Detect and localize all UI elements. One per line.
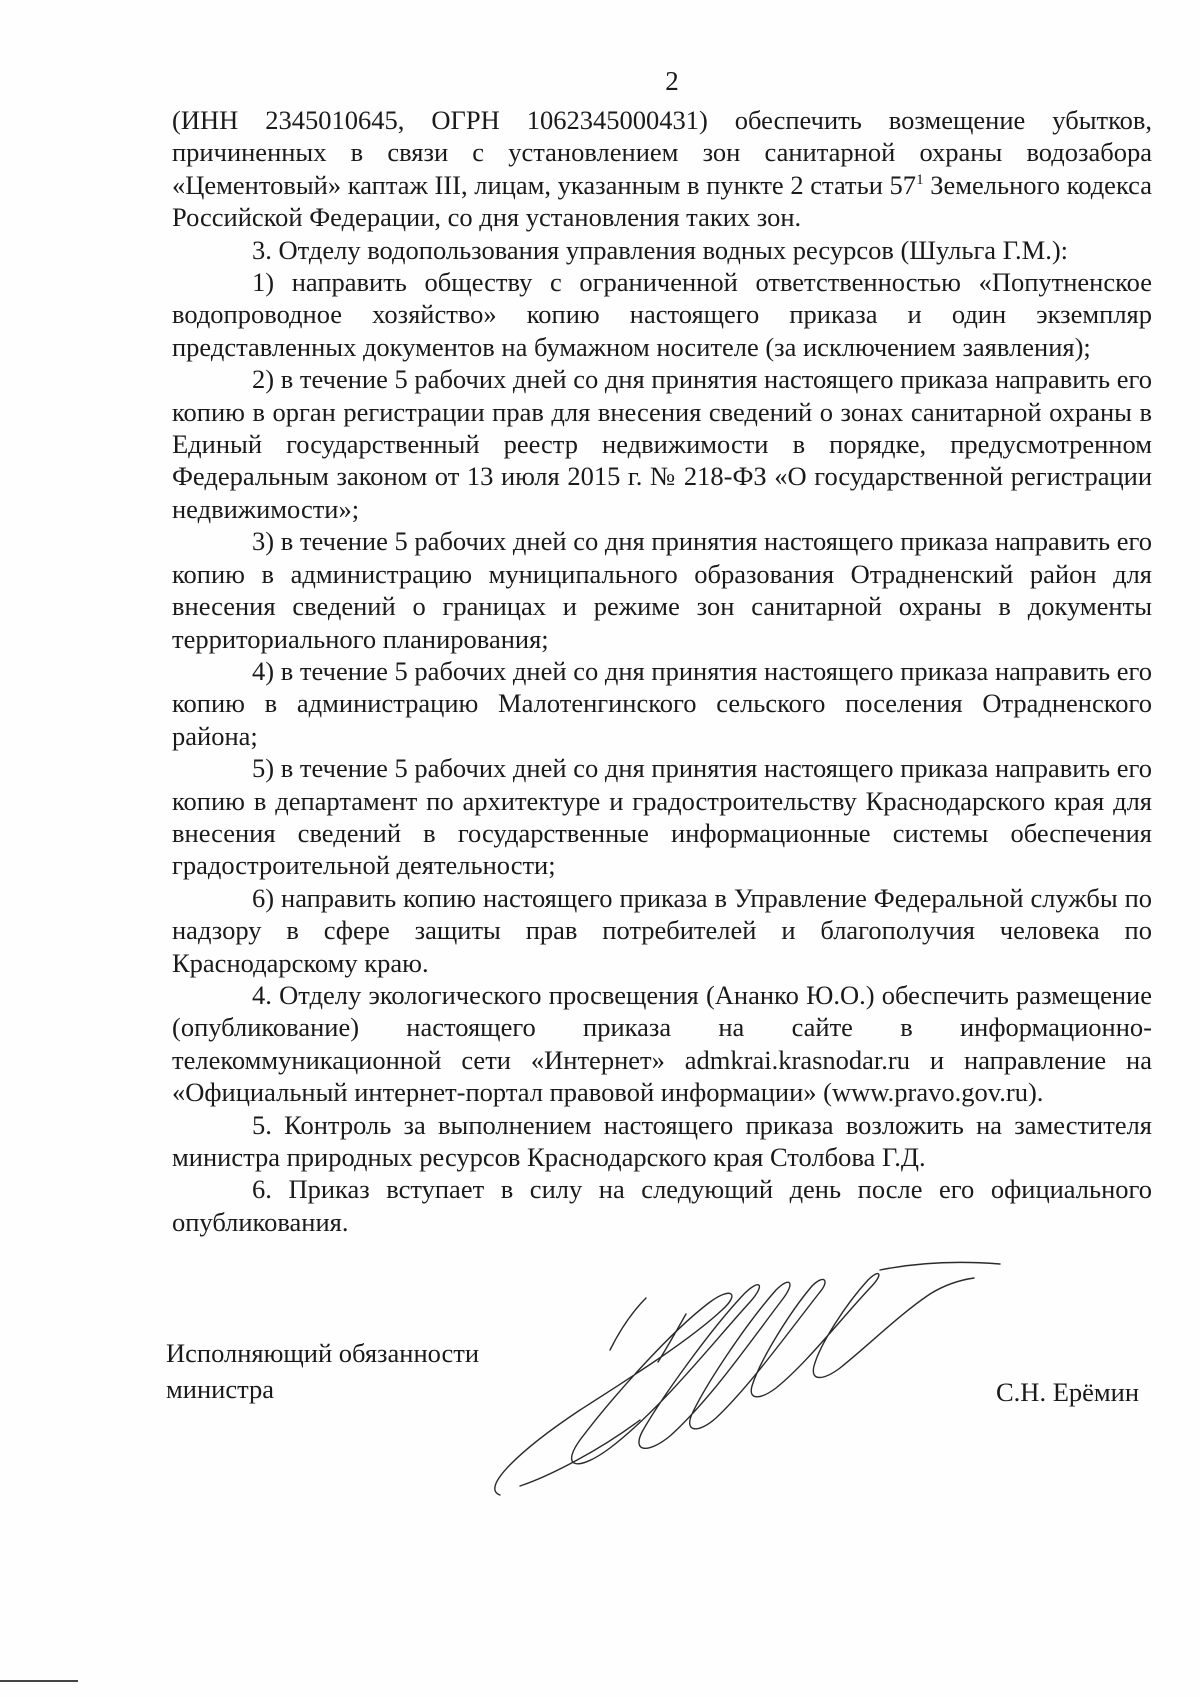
paragraph-5: 3) в течение 5 рабочих дней со дня принятия настоящего приказа направить его копию в администрацию муниципального образования Отрадненский район для внесения сведений о границах и режиме зон санитарной охраны в документы территориального планирования; xyxy=(172,526,1152,654)
handwritten-signature xyxy=(460,1250,1020,1510)
paragraph-2: 3. Отделу водопользования управления водных ресурсов (Шульга Г.М.): xyxy=(252,234,1069,265)
paragraph-4: 2) в течение 5 рабочих дней со дня принятия настоящего приказа направить его копию в орган регистрации прав для внесения сведений о зонах санитарной охраны в Единый государственный реестр недвижимости в порядке, предусмотренном Федеральным законом от 13 июля 2015 г. № 218-ФЗ «О государственной регистрации недвижимости»; xyxy=(172,364,1152,524)
article-superscript: 1 xyxy=(916,171,924,188)
signatory-name: С.Н. Ерёмин xyxy=(996,1377,1140,1407)
paragraph-9: 4. Отделу экологического просвещения (Ананко Ю.О.) обеспечить размещение (опубликование) настоящего приказа на сайте в информационно-телекоммуникационной сети «Интернет» admkrai.krasnodar.ru и направление на «Официальный интернет-портал правовой информации» (www.pravo.gov.ru). xyxy=(172,979,1152,1108)
paragraph-1 xyxy=(172,104,1152,234)
paragraph-11: 6. Приказ вступает в силу на следующий день после его официального опубликования. xyxy=(172,1174,1152,1237)
paragraph-1-text: (ИНН 2345010645, ОГРН 1062345000431) обеспечить возмещение убытков, причиненных в связи с установлением зон санитарной охраны водозабора «Цементовый» каптаж III, лицам, указанным в пункте 2 статьи 57 xyxy=(172,105,1152,200)
document-body xyxy=(172,104,1152,1238)
signatory-title xyxy=(166,1335,479,1407)
paragraph-1-tail: Земельного кодекса Российской Федерации, со дня установления таких зон. xyxy=(172,169,1153,233)
paragraph-3: 1) направить обществу с ограниченной ответственностью «Попутненское водопроводное хозяйство» копию настоящего приказа и один экземпляр представленных документов на бумажном носителе (за исключением заявления); xyxy=(172,267,1152,362)
paragraph-7: 5) в течение 5 рабочих дней со дня принятия настоящего приказа направить его копию в департамент по архитектуре и градостроительству Краснодарского края для внесения сведений в государственные информационные системы обеспечения градостроительной деятельности; xyxy=(172,753,1152,881)
signatory-title-line-2: министра xyxy=(166,1374,274,1404)
paragraph-6: 4) в течение 5 рабочих дней со дня принятия настоящего приказа направить его копию в администрацию Малотенгинского сельского поселения Отрадненского района; xyxy=(172,655,1152,751)
scan-edge-mark xyxy=(0,1680,78,1682)
paragraph-8: 6) направить копию настоящего приказа в Управление Федеральной службы по надзору в сфере защиты прав потребителей и благополучия человека по Краснодарскому краю. xyxy=(172,882,1152,978)
page-number: 2 xyxy=(665,66,679,96)
paragraph-10: 5. Контроль за выполнением настоящего приказа возложить на заместителя министра природных ресурсов Краснодарского края Столбова Г.Д. xyxy=(172,1109,1152,1172)
signatory-title-line-1: Исполняющий обязанности xyxy=(166,1338,480,1368)
